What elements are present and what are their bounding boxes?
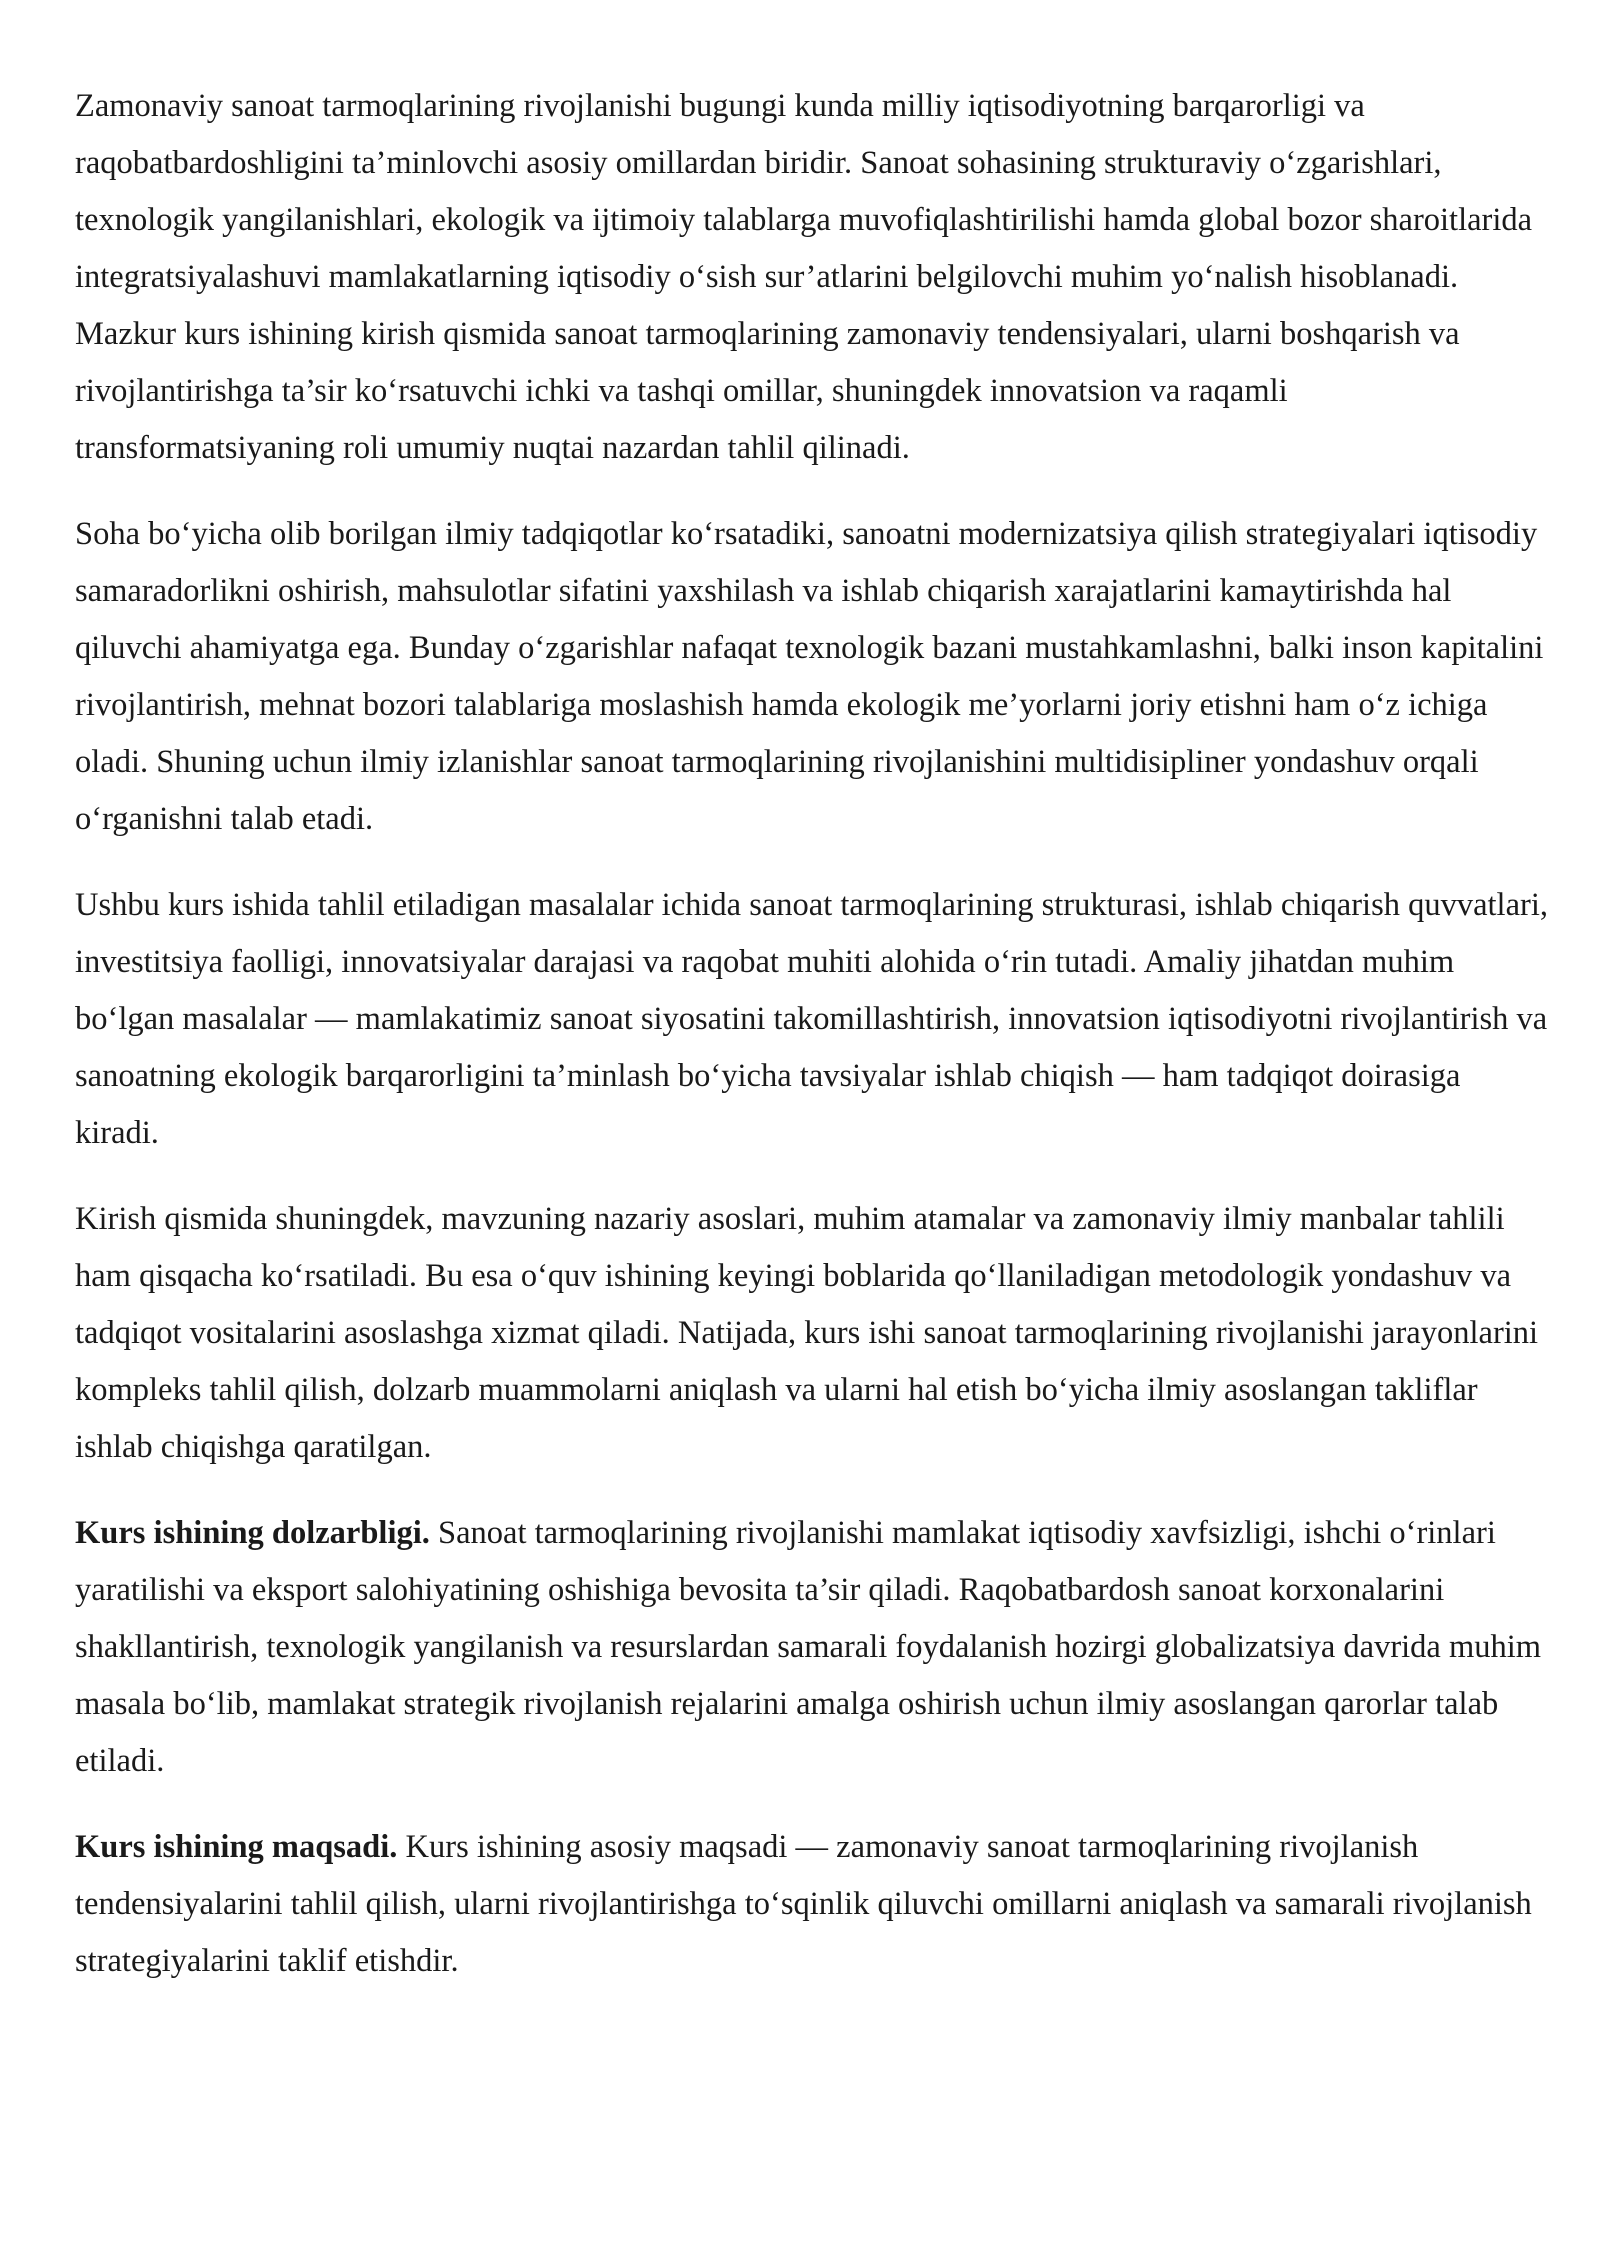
paragraph-text: Kurs ishining asosiy maqsadi — zamonaviy sanoat tarmoqlarining rivojlanish tendensiyalarini tahlil qilish, ularni rivojlantirishga to‘sqinlik qiluvchi omillarni aniqlash va samarali rivojlanish strategiyalarini taklif etishdir. (75, 1829, 1532, 1979)
paragraph-research (75, 506, 1550, 848)
paragraph-text: Soha bo‘yicha olib borilgan ilmiy tadqiqotlar ko‘rsatadiki, sanoatni modernizatsiya qilish strategiyalari iqtisodiy samaradorlikni oshirish, mahsulotlar sifatini yaxshilash va ishlab chiqarish xarajatlarini kamaytirishda hal qiluvchi ahamiyatga ega. Bunday o‘zgarishlar nafaqat texnologik bazani mustahkamlashni, balki inson kapitalini rivojlantirish, mehnat bozori talablariga moslashish hamda ekologik me’yorlarni joriy etishni ham o‘z ichiga oladi. Shuning uchun ilmiy izlanishlar sanoat tarmoqlarining rivojlanishini multidisipliner yondashuv orqali o‘rganishni talab etadi. (75, 516, 1544, 837)
paragraph-intro (75, 78, 1550, 477)
paragraph-text: Kirish qismida shuningdek, mavzuning nazariy asoslari, muhim atamalar va zamonaviy ilmiy manbalar tahlili ham qisqacha ko‘rsatiladi. Bu esa o‘quv ishining keyingi boblarida qo‘llaniladigan metodologik yondashuv va tadqiqot vositalarini asoslashga xizmat qiladi. Natijada, kurs ishi sanoat tarmoqlarining rivojlanishi jarayonlarini kompleks tahlil qilish, dolzarb muammolarni aniqlash va ularni hal etish bo‘yicha ilmiy asoslangan takliflar ishlab chiqishga qaratilgan. (75, 1201, 1539, 1465)
paragraph-heading-goal: Kurs ishining maqsadi. (75, 1829, 398, 1865)
paragraph-theory (75, 1191, 1550, 1476)
paragraph-text: Sanoat tarmoqlarining rivojlanishi mamlakat iqtisodiy xavfsizligi, ishchi o‘rinlari yaratilishi va eksport salohiyatining oshishiga bevosita ta’sir qiladi. Raqobatbardosh sanoat korxonalarini shakllantirish, texnologik yangilanish va resurslardan samarali foydalanish hozirgi globalizatsiya davrida muhim masala bo‘lib, mamlakat strategik rivojlanish rejalarini amalga oshirish uchun ilmiy asoslangan qarorlar talab etiladi. (75, 1515, 1542, 1779)
paragraph-heading-relevance: Kurs ishining dolzarbligi. (75, 1515, 430, 1551)
paragraph-relevance (75, 1505, 1550, 1790)
paragraph-issues (75, 877, 1550, 1162)
paragraph-goal (75, 1819, 1550, 1990)
paragraph-text: Ushbu kurs ishida tahlil etiladigan masalalar ichida sanoat tarmoqlarining strukturasi, ishlab chiqarish quvvatlari, investitsiya faolligi, innovatsiyalar darajasi va raqobat muhiti alohida o‘rin tutadi. Amaliy jihatdan muhim bo‘lgan masalalar — mamlakatimiz sanoat siyosatini takomillashtirish, innovatsion iqtisodiyotni rivojlantirish va sanoatning ekologik barqarorligini ta’minlash bo‘yicha tavsiyalar ishlab chiqish — ham tadqiqot doirasiga kiradi. (75, 887, 1548, 1151)
document-page (75, 78, 1550, 2019)
paragraph-text: Zamonaviy sanoat tarmoqlarining rivojlanishi bugungi kunda milliy iqtisodiyotning barqarorligi va raqobatbardoshligini ta’minlovchi asosiy omillardan biridir. Sanoat sohasining strukturaviy o‘zgarishlari, texnologik yangilanishlari, ekologik va ijtimoiy talablarga muvofiqlashtirilishi hamda global bozor sharoitlarida integratsiyalashuvi mamlakatlarning iqtisodiy o‘sish sur’atlarini belgilovchi muhim yo‘nalish hisoblanadi. Mazkur kurs ishining kirish qismida sanoat tarmoqlarining zamonaviy tendensiyalari, ularni boshqarish va rivojlantirishga ta’sir ko‘rsatuvchi ichki va tashqi omillar, shuningdek innovatsion va raqamli transformatsiyaning roli umumiy nuqtai nazardan tahlil qilinadi. (75, 88, 1533, 466)
